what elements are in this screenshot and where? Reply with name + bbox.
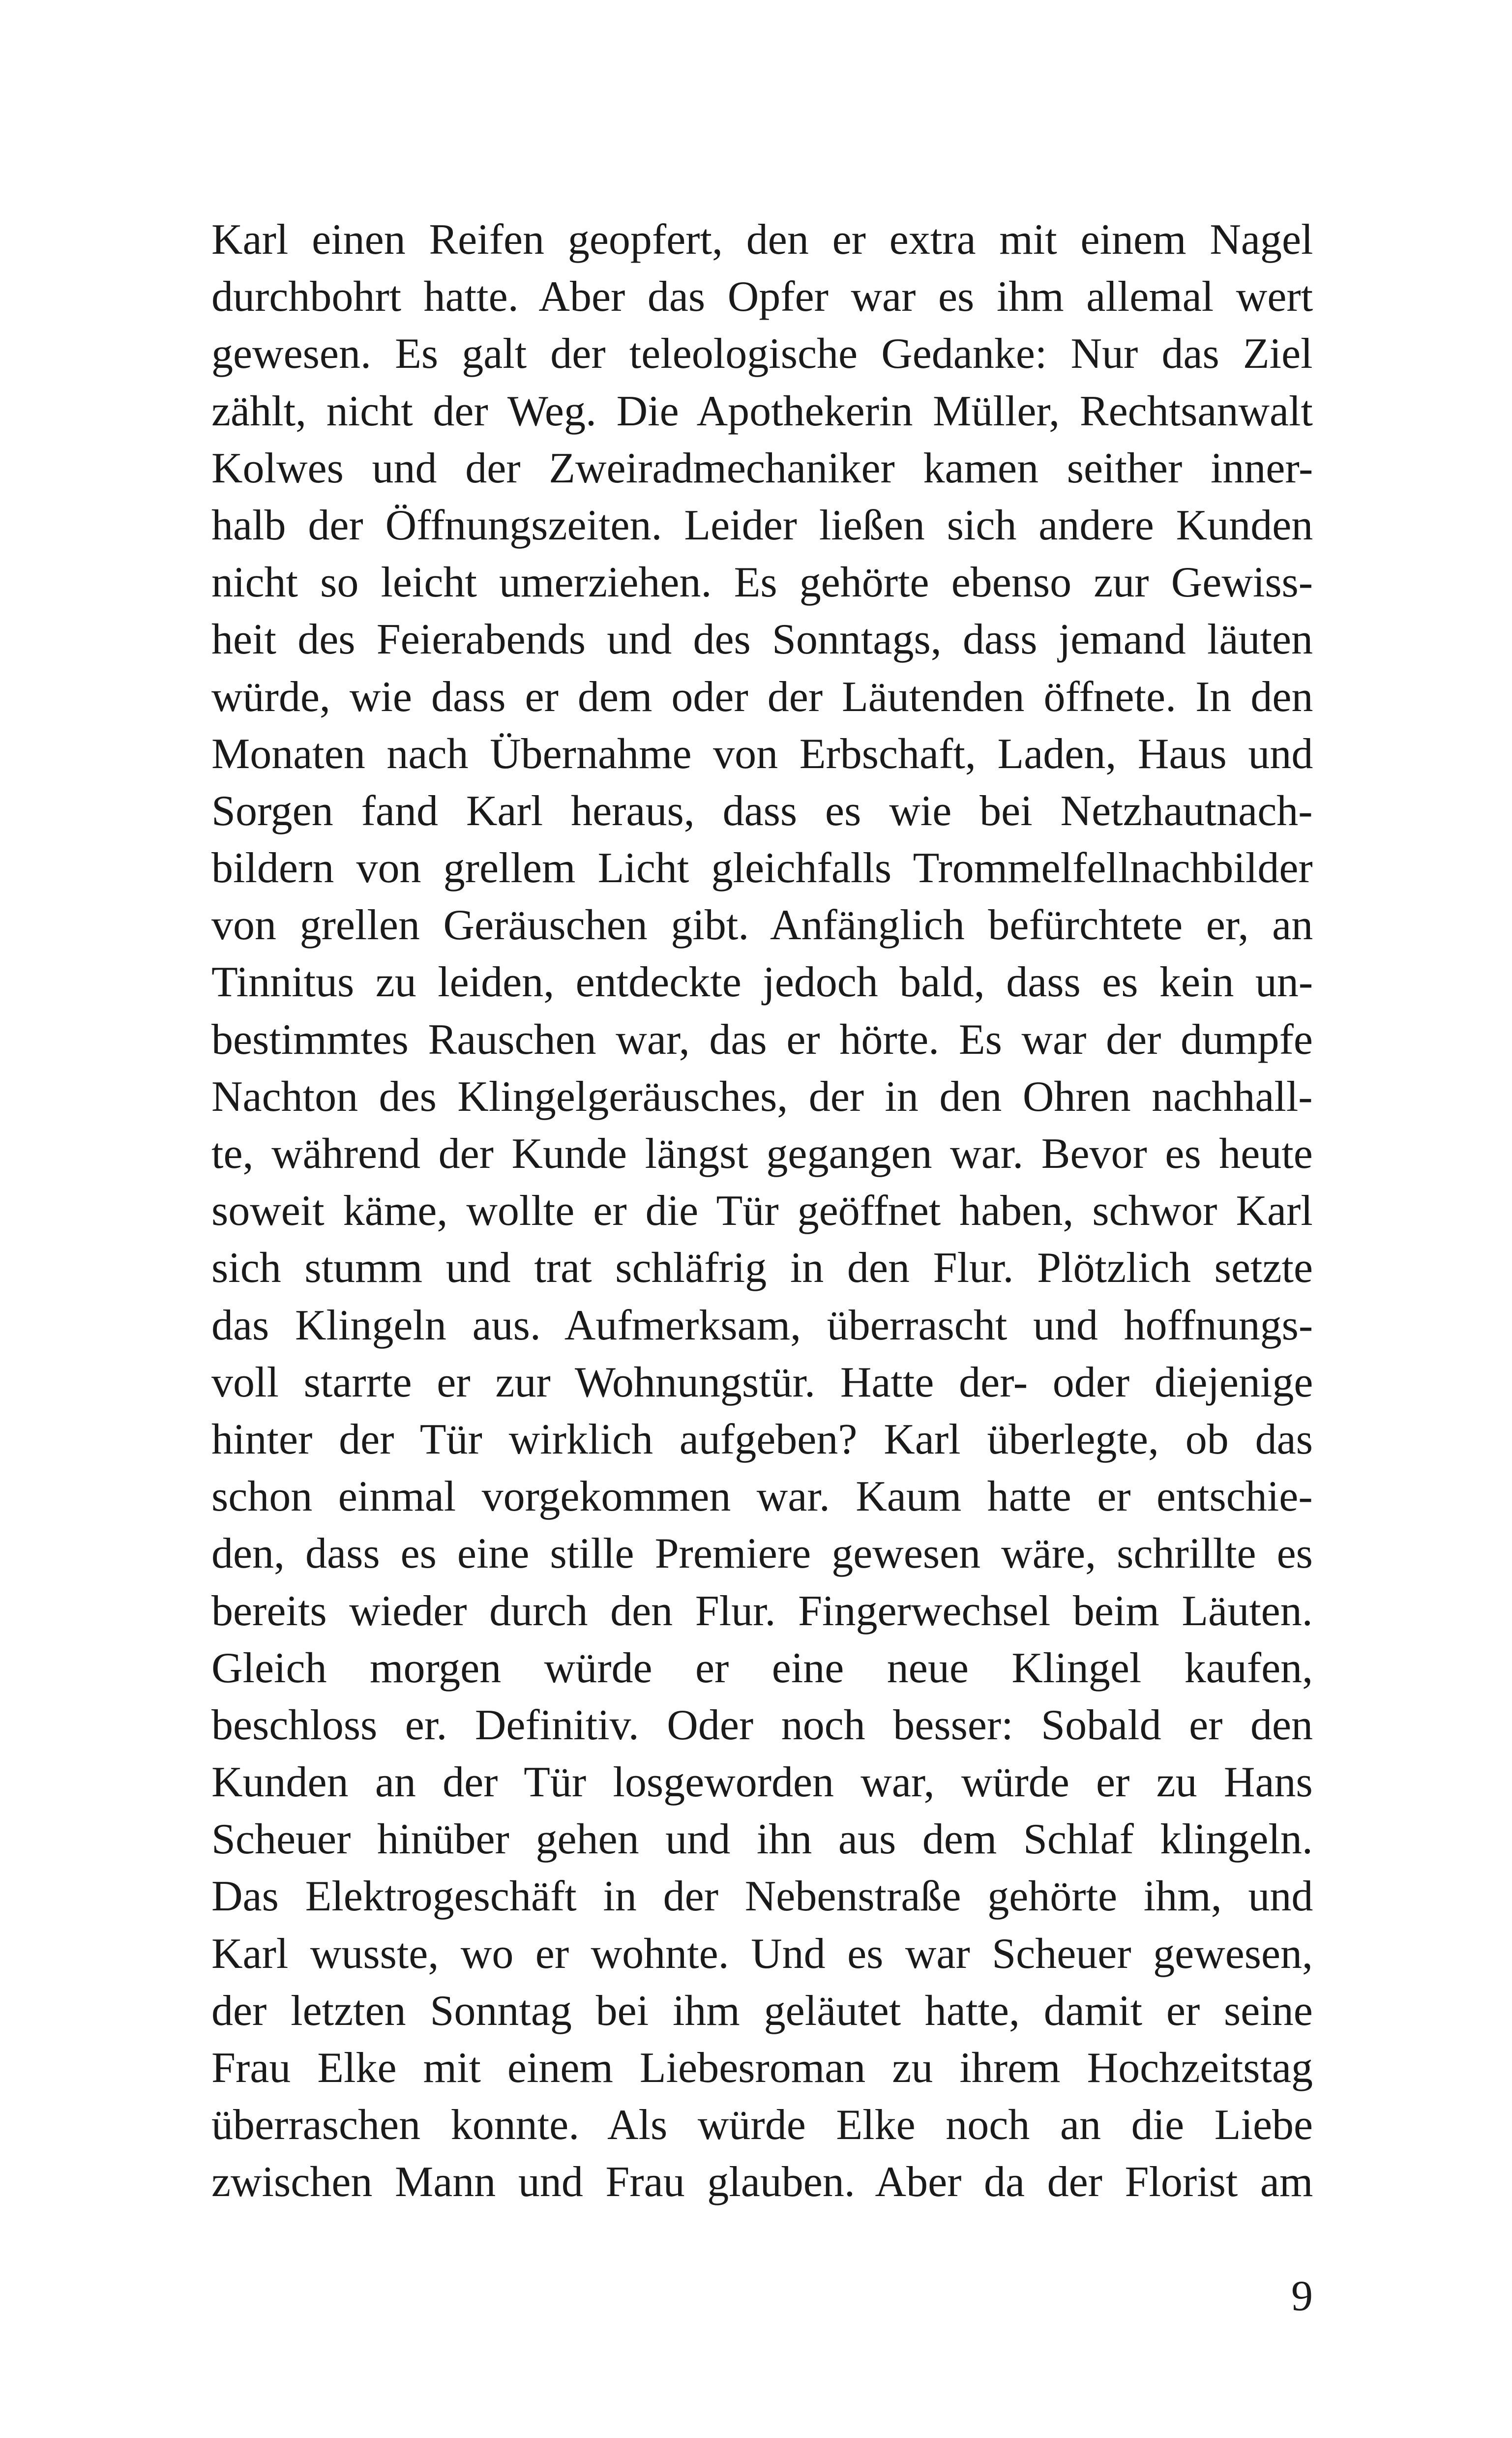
text-line: zwischen Mann und Frau glauben. Aber da der Florist am <box>211 2158 1313 2206</box>
text-line: Karl wusste, wo er wohnte. Und es war Scheuer gewesen, <box>211 1930 1313 1978</box>
text-line: te, während der Kunde längst gegangen war. Bevor es heute <box>211 1130 1313 1178</box>
text-line: Tinnitus zu leiden, entdeckte jedoch bald, dass es kein un- <box>211 958 1313 1007</box>
text-line: Kolwes und der Zweiradmechaniker kamen seither inner- <box>211 444 1313 492</box>
text-line: halb der Öffnungszeiten. Leider ließen sich andere Kunden <box>211 501 1313 549</box>
text-line: Karl einen Reifen geopfert, den er extra mit einem Nagel <box>211 216 1313 264</box>
text-line: heit des Feierabends und des Sonntags, dass jemand läuten <box>211 616 1313 664</box>
text-line: Gleich morgen würde er eine neue Klingel kaufen, <box>211 1644 1313 1692</box>
text-line: Kunden an der Tür losgeworden war, würde er zu Hans <box>211 1758 1313 1807</box>
text-line: den, dass es eine stille Premiere gewesen wäre, schrillte es <box>211 1530 1313 1578</box>
text-line: soweit käme, wollte er die Tür geöffnet haben, schwor Karl <box>211 1187 1313 1235</box>
text-line: das Klingeln aus. Aufmerksam, überrascht und hoffnungs- <box>211 1301 1313 1349</box>
text-line: bestimmtes Rauschen war, das er hörte. Es war der dumpfe <box>211 1015 1313 1064</box>
text-line: zählt, nicht der Weg. Die Apothekerin Müller, Rechtsanwalt <box>211 387 1313 435</box>
text-line: überraschen konnte. Als würde Elke noch an die Liebe <box>211 2101 1313 2149</box>
text-line: bereits wieder durch den Flur. Fingerwechsel beim Läuten. <box>211 1587 1313 1635</box>
text-line: Monaten nach Übernahme von Erbschaft, Laden, Haus und <box>211 730 1313 778</box>
text-line: würde, wie dass er dem oder der Läutenden öffnete. In den <box>211 673 1313 721</box>
text-line: von grellen Geräuschen gibt. Anfänglich befürchtete er, an <box>211 901 1313 950</box>
text-line: der letzten Sonntag bei ihm geläutet hatte, damit er seine <box>211 1987 1313 2035</box>
text-line: Nachton des Klingelgeräusches, der in den Ohren nachhall- <box>211 1072 1313 1121</box>
text-line: Frau Elke mit einem Liebesroman zu ihrem Hochzeitstag <box>211 2044 1313 2092</box>
text-line: voll starrte er zur Wohnungstür. Hatte der- oder diejenige <box>211 1358 1313 1406</box>
text-line: gewesen. Es galt der teleologische Gedanke: Nur das Ziel <box>211 330 1313 378</box>
body-text <box>211 211 1313 2211</box>
text-line: durchbohrt hatte. Aber das Opfer war es ihm allemal wert <box>211 273 1313 321</box>
text-line: sich stumm und trat schläfrig in den Flur. Plötzlich setzte <box>211 1244 1313 1292</box>
page-number: 9 <box>1291 2272 1313 2320</box>
text-line: beschloss er. Definitiv. Oder noch besser: Sobald er den <box>211 1701 1313 1749</box>
text-line: Das Elektrogeschäft in der Nebenstraße gehörte ihm, und <box>211 1873 1313 1921</box>
text-line: Sorgen fand Karl heraus, dass es wie bei Netzhautnach- <box>211 787 1313 835</box>
text-line: bildern von grellem Licht gleichfalls Trommelfellnachbilder <box>211 844 1313 892</box>
text-line: hinter der Tür wirklich aufgeben? Karl überlegte, ob das <box>211 1415 1313 1463</box>
text-line: nicht so leicht umerziehen. Es gehörte ebenso zur Gewiss- <box>211 559 1313 607</box>
text-line: schon einmal vorgekommen war. Kaum hatte er entschie- <box>211 1473 1313 1521</box>
text-line: Scheuer hinüber gehen und ihn aus dem Schlaf klingeln. <box>211 1815 1313 1864</box>
